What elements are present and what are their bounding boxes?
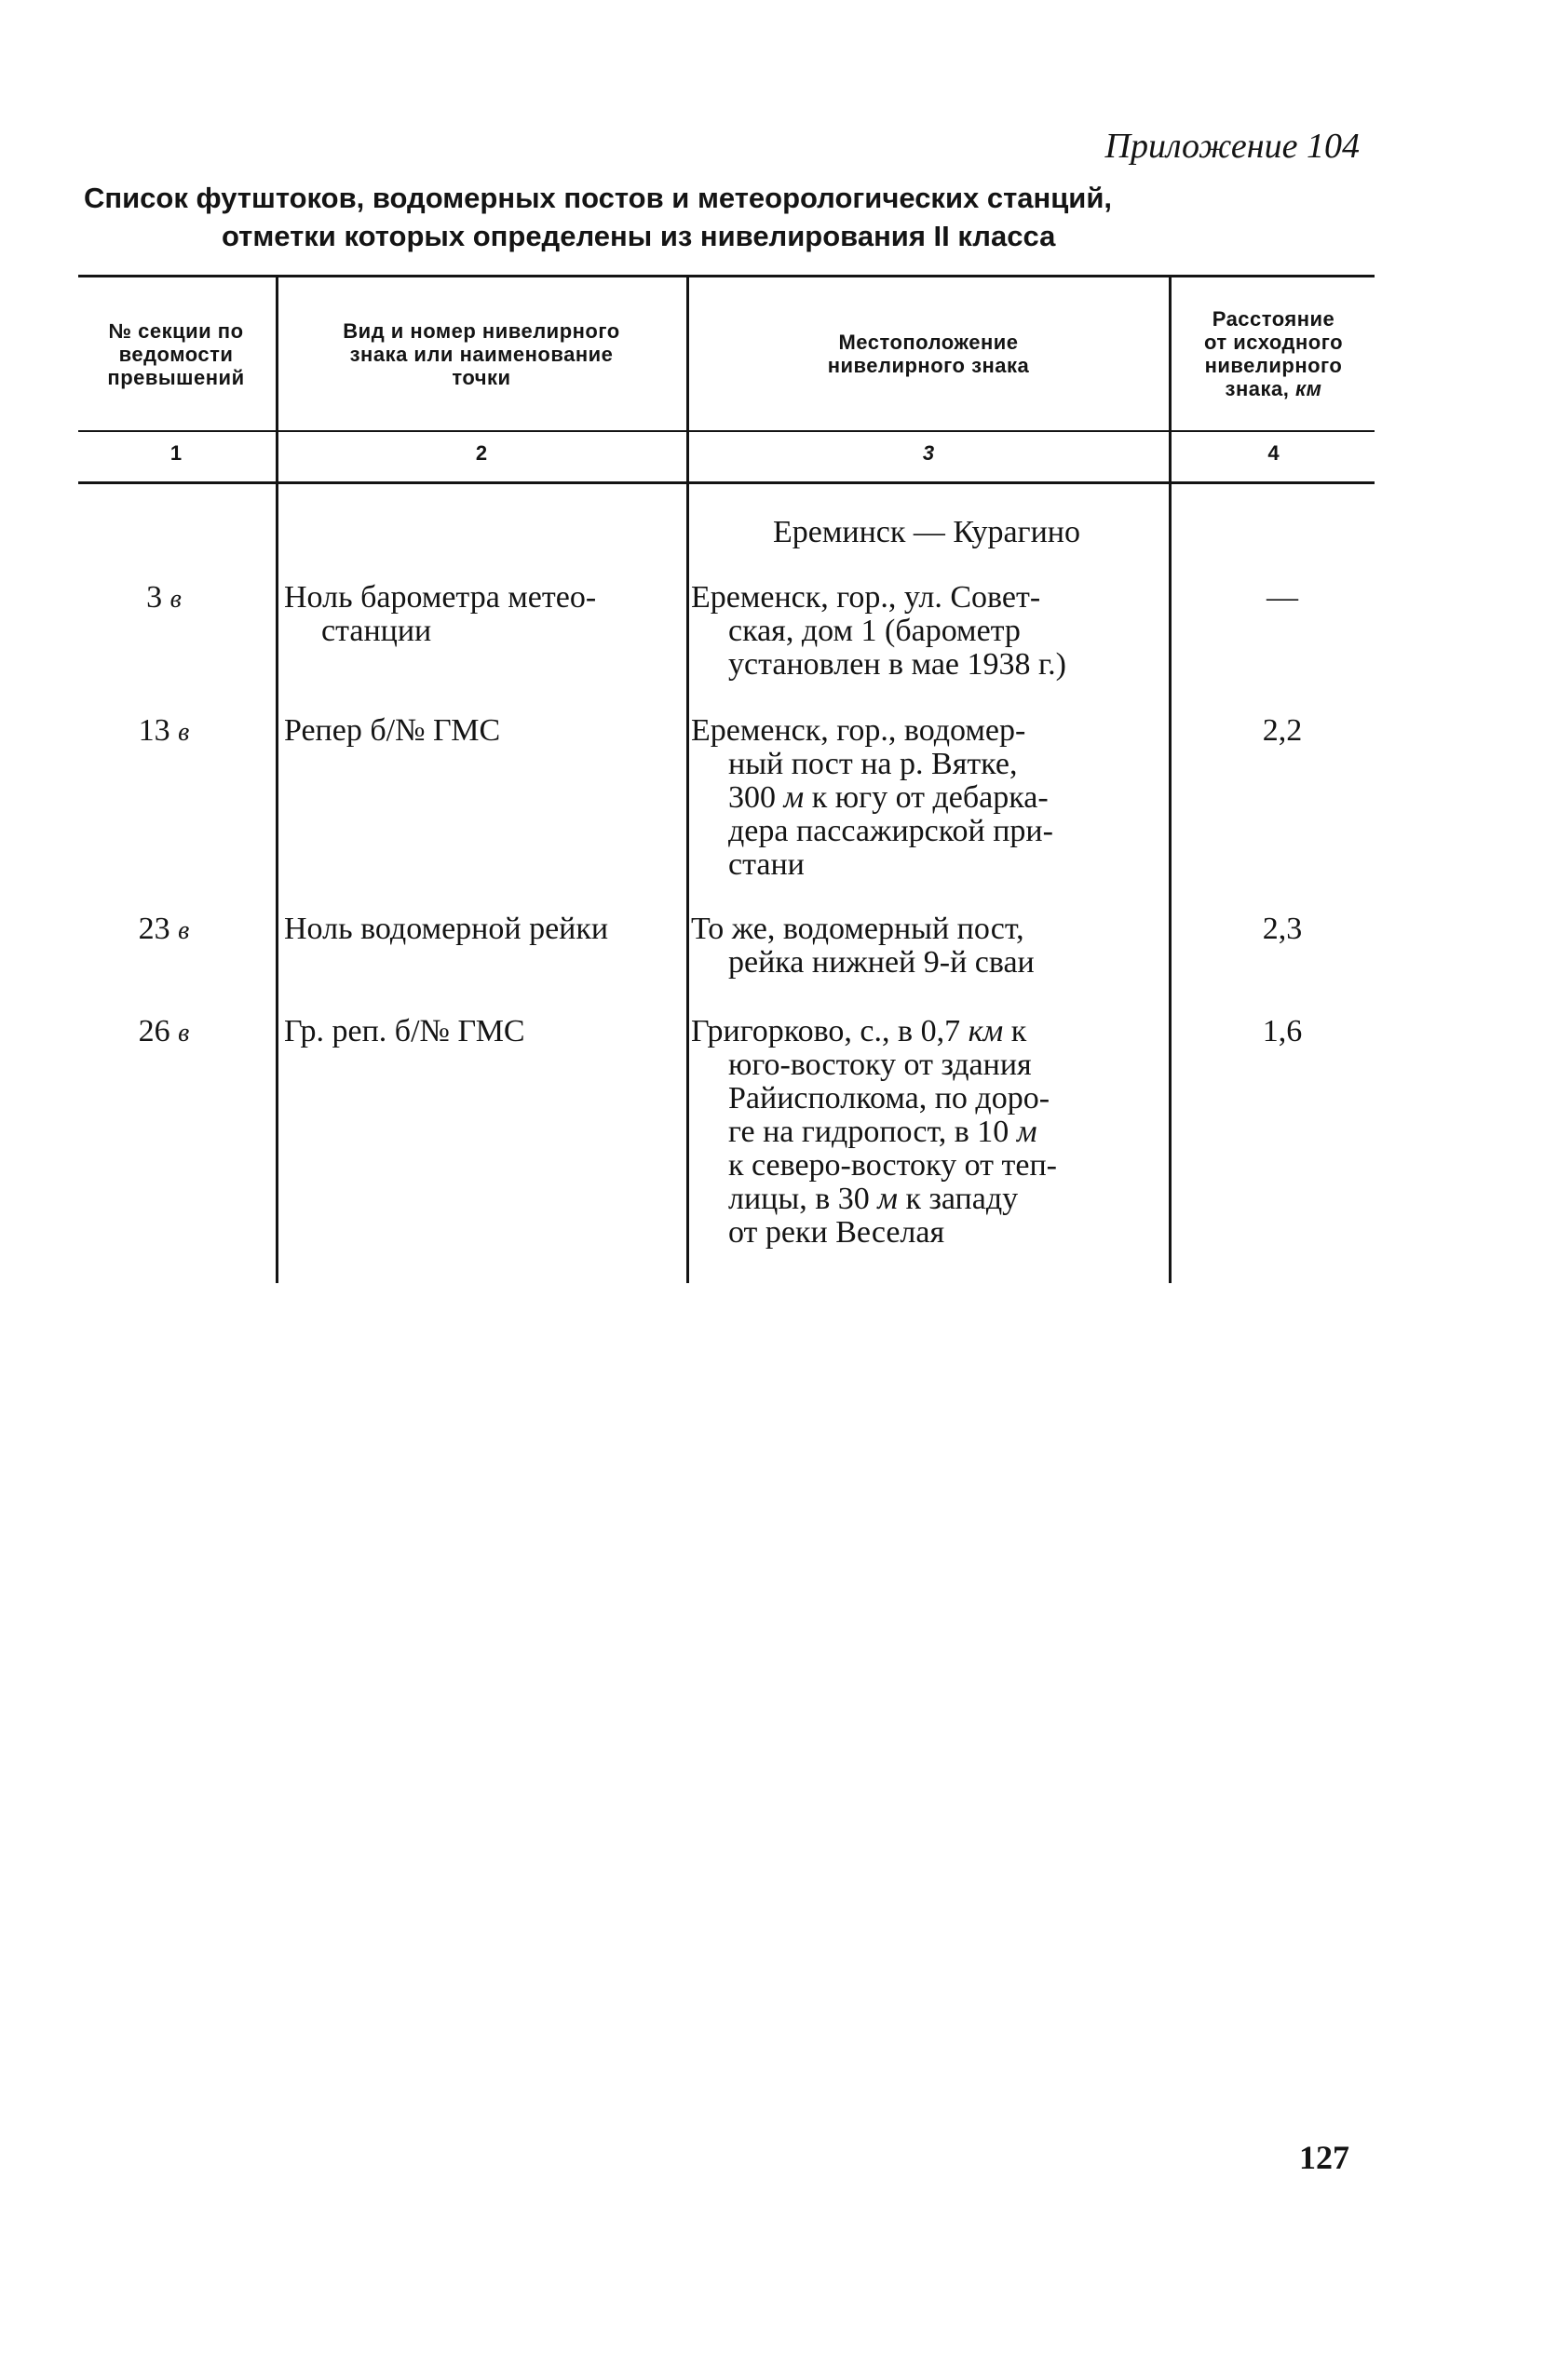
column-number-4: 4 [1267, 441, 1280, 465]
column-number-2: 2 [475, 441, 488, 465]
document-title [84, 179, 1378, 255]
section-heading: Ереминск — Курагино [773, 515, 1080, 549]
row-1-location: Еременск, гор., ул. Совет- ская, дом 1 (барометр установлен в мае 1938 г.) [691, 580, 1066, 682]
row-3-distance: 2,3 [1262, 912, 1303, 946]
row-4-section-no: 26 в [138, 1014, 190, 1048]
column-header-section-no: № секции по ведомости превышений [107, 318, 245, 389]
row-2-point: Репер б/№ ГМС [284, 713, 501, 748]
row-1-section-no: 3 в [146, 580, 182, 615]
column-header-point: Вид и номер нивелирного знака или наименование точки [343, 318, 620, 389]
column-divider-2 [686, 277, 689, 1283]
row-4-location: Григорково, с., в 0,7 км к юго-востоку от здания Райисполкома, по доро- ге на гидропост, в 10 м к северо-востоку от теп- лицы, в 30 м к западу от реки Веселая [691, 1014, 1057, 1250]
row-2-distance: 2,2 [1262, 713, 1303, 748]
table-top-rule [78, 275, 1375, 277]
row-2-section-no: 13 в [138, 713, 190, 748]
title-line-2: отметки которых определены из нивелирования II класса [222, 220, 1056, 252]
column-number-1: 1 [169, 441, 183, 465]
row-1-distance: — [1267, 580, 1298, 615]
row-3-section-no: 23 в [138, 912, 190, 946]
row-2-location: Еременск, гор., водомер- ный пост на р. Вятке, 300 м к югу от дебарка- дера пассажирской при- стани [691, 713, 1053, 882]
row-4-distance: 1,6 [1262, 1014, 1303, 1048]
appendix-label: Приложение 104 [1104, 127, 1360, 166]
row-3-location: То же, водомерный пост, рейка нижней 9-й сваи [691, 912, 1035, 980]
column-divider-1 [276, 277, 278, 1283]
row-4-point: Гр. реп. б/№ ГМС [284, 1014, 525, 1048]
row-3-point: Ноль водомерной рейки [284, 912, 609, 946]
column-number-3: 3 [922, 441, 935, 465]
page-number: 127 [1299, 2139, 1349, 2176]
column-header-location: Местоположение нивелирного знака [827, 331, 1030, 377]
column-header-distance: Расстояние от исходного нивелирного знака, км [1203, 307, 1344, 400]
title-line-1: Список футштоков, водомерных постов и метеорологических станций, [84, 182, 1113, 214]
numbers-bottom-rule [78, 481, 1375, 484]
header-bottom-rule [78, 430, 1375, 432]
column-divider-3 [1169, 277, 1172, 1283]
row-1-point: Ноль барометра метео- станции [284, 580, 597, 648]
